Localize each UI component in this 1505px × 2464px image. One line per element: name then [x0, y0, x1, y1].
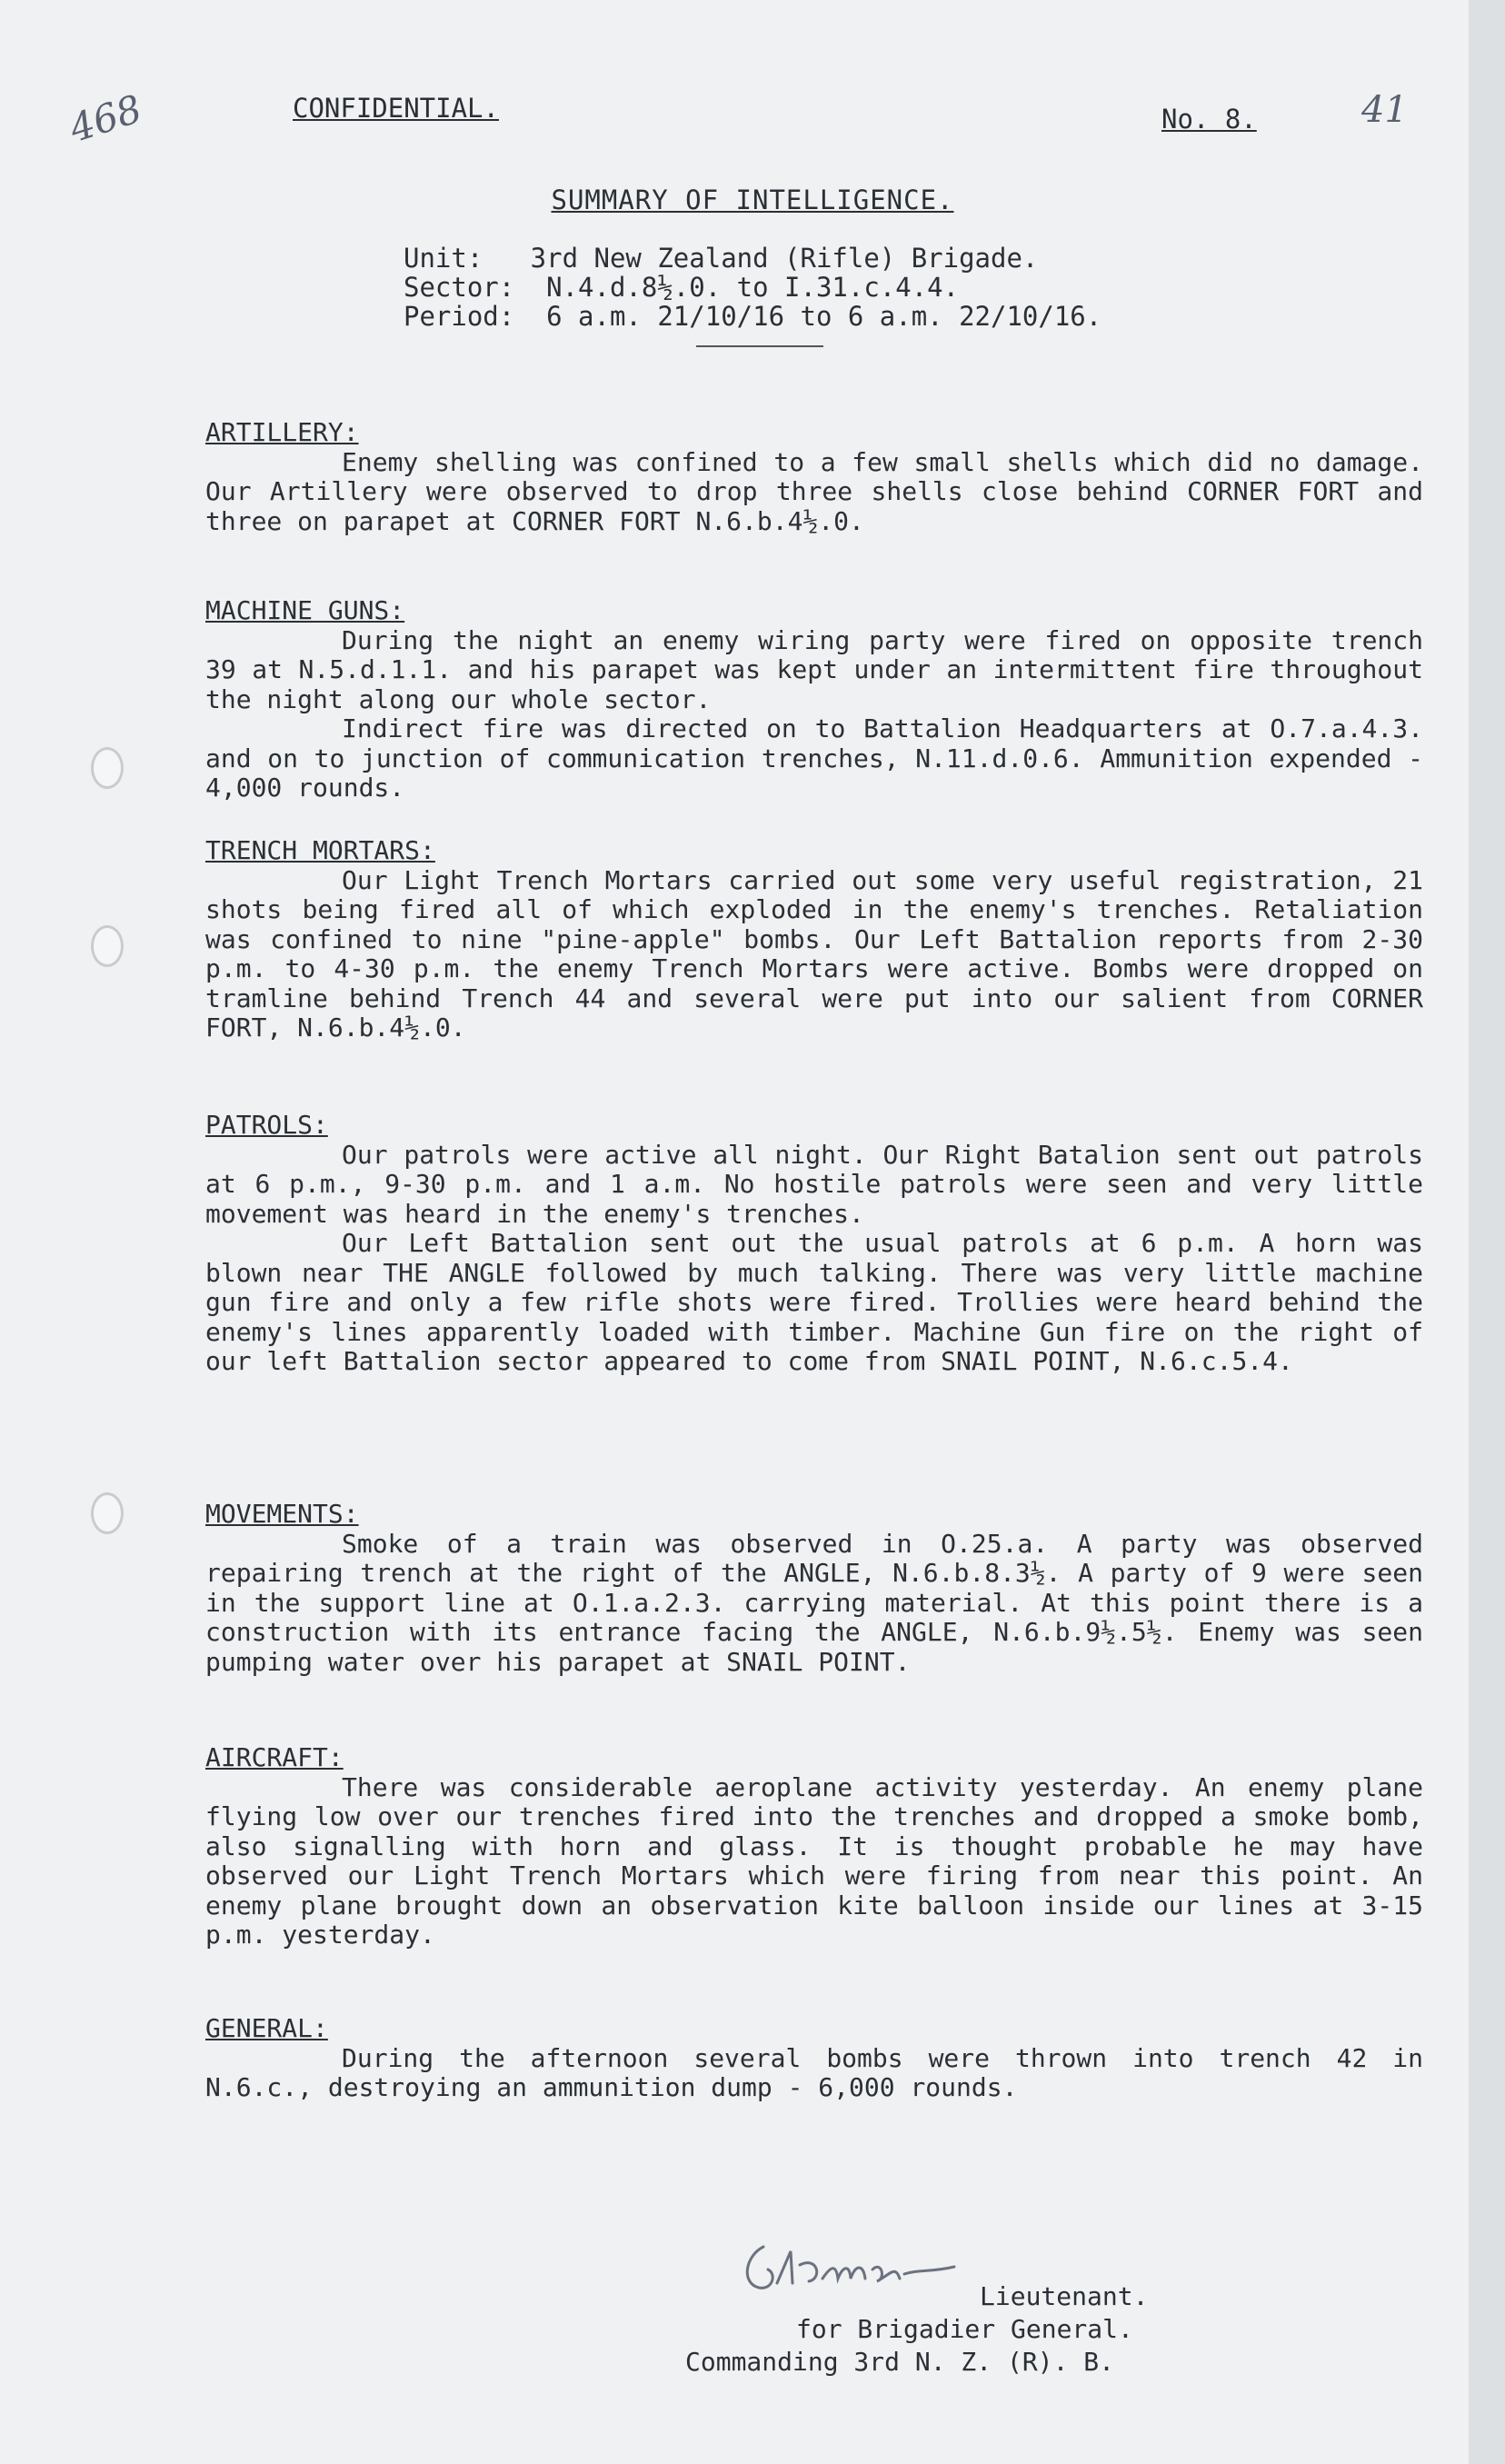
folio-number: 41 [1361, 89, 1408, 131]
section-paragraph: During the afternoon several bombs were thrown into trench 42 in N.6.c., destroying an ammunition dump - 6,000 rounds. [205, 2042, 1423, 2102]
document-title: SUMMARY OF INTELLIGENCE. [551, 185, 954, 215]
section-artillery [205, 418, 1423, 536]
section-machine-guns [205, 596, 1423, 803]
sector-line: Sector: N.4.d.8½.0. to I.31.c.4.4. [404, 272, 960, 303]
section-paragraph: Smoke of a train was observed in O.25.a. A party was observed repairing trench at the right of the ANGLE, N.6.b.8.3½. A party of 9 were seen in the support line at O.1.a.2.3. carrying material. At this point there is a construction with its entrance facing the ANGLE, N.6.b.9½.5½. Enemy was seen pumping water over his parapet at SNAIL POINT. [205, 1528, 1423, 1677]
handwritten-signature [736, 2238, 972, 2301]
handwritten-page-number: 468 [64, 85, 147, 152]
section-movements [205, 1500, 1423, 1677]
section-heading: PATROLS: [205, 1110, 328, 1140]
section-heading: TRENCH MORTARS: [205, 835, 435, 865]
section-heading: MACHINE GUNS: [205, 595, 405, 625]
punch-hole [91, 1492, 124, 1534]
title-rule [696, 345, 823, 347]
section-paragraph: Our patrols were active all night. Our Right Batalion sent out patrols at 6 p.m., 9-30 p.m. and 1 a.m. No hostile patrols were seen and very little movement was heard in the enemy's trenches. [205, 1139, 1423, 1229]
signature-for-line: for Brigadier General. [796, 2314, 1133, 2344]
section-paragraph: There was considerable aeroplane activity yesterday. An enemy plane flying low over our trenches fired into the trenches and dropped a smoke bomb, also signalling with horn and glass. It is thought probable he may have observed our Light Trench Mortars which were firing from near this point. An enemy plane brought down an observation kite balloon inside our lines at 3-15 p.m. yesterday. [205, 1771, 1423, 1950]
section-aircraft [205, 1743, 1423, 1950]
section-heading: AIRCRAFT: [205, 1742, 344, 1772]
adjacent-page-edge [1469, 0, 1505, 2464]
punch-hole [91, 925, 124, 967]
document-number: No. 8. [1161, 104, 1257, 135]
signature-command-line: Commanding 3rd N. Z. (R). B. [685, 2347, 1115, 2377]
section-paragraph: Enemy shelling was confined to a few small shells which did no damage. Our Artillery were observed to drop three shells close behind CORNER FORT and three on parapet at CORNER FORT N.6.b.4½.0. [205, 446, 1423, 536]
section-paragraph: Our Left Battalion sent out the usual patrols at 6 p.m. A horn was blown near THE ANGLE followed by much talking. There was very little machine gun fire and only a few rifle shots were fired. Trollies were heard behind the enemy's lines apparently loaded with timber. Machine Gun fire on the right of our left Battalion sector appeared to come from SNAIL POINT, N.6.c.5.4. [205, 1228, 1423, 1376]
section-trench-mortars [205, 836, 1423, 1043]
section-heading: ARTILLERY: [205, 417, 359, 447]
classification-label: CONFIDENTIAL. [293, 93, 499, 124]
punch-hole [91, 747, 124, 789]
section-paragraph: Our Light Trench Mortars carried out some very useful registration, 21 shots being fired all of which exploded in the enemy's trenches. Retaliation was confined to nine "pine-apple" bombs. Our Left Battalion reports from 2-30 p.m. to 4-30 p.m. the enemy Trench Mortars were active. Bombs were dropped on tramline behind Trench 44 and several were put into our salient from CORNER FORT, N.6.b.4½.0. [205, 864, 1423, 1042]
section-paragraph: During the night an enemy wiring party were fired on opposite trench 39 at N.5.d.1.1. and his parapet was kept under an intermittent fire throughout the night along our whole sector. [205, 624, 1423, 714]
section-patrols [205, 1111, 1423, 1377]
report-meta [404, 244, 1101, 331]
section-general [205, 2014, 1423, 2103]
unit-line: Unit: 3rd New Zealand (Rifle) Brigade. [404, 243, 1039, 274]
period-line: Period: 6 a.m. 21/10/16 to 6 a.m. 22/10/16. [404, 301, 1102, 332]
section-heading: MOVEMENTS: [205, 1499, 359, 1529]
signature-rank: Lieutenant. [980, 2281, 1149, 2311]
section-heading: GENERAL: [205, 2013, 328, 2043]
section-paragraph: Indirect fire was directed on to Battalion Headquarters at O.7.a.4.3. and on to junction of communication trenches, N.11.d.0.6. Ammunition expended - 4,000 rounds. [205, 713, 1423, 803]
